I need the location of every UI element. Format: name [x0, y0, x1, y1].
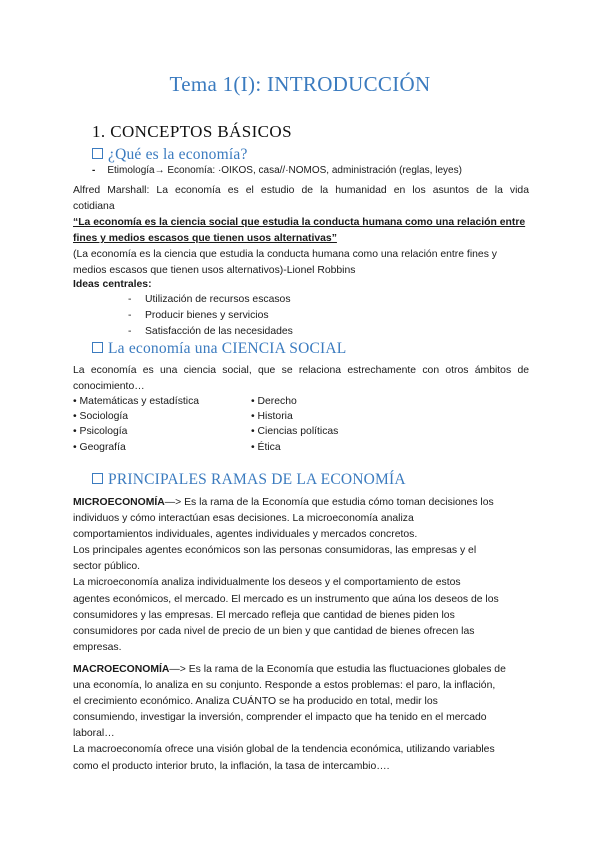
list-item: - Satisfacción de las necesidades [128, 324, 293, 340]
dash-bullet-icon: - [128, 294, 132, 305]
list-item: • Ética [251, 441, 281, 453]
microeconomia-label: MICROECONOMÍA [73, 497, 165, 508]
subheading-que-es-economia: ¿Qué es la economía? [92, 146, 248, 164]
dash-bullet-icon: - [128, 310, 132, 321]
ideas-centrales-label: Ideas centrales: [73, 279, 152, 290]
dash-bullet-icon: - [128, 326, 132, 337]
marshall-definition: Alfred Marshall: La economía es el estudio de la humanidad en los asuntos de la vida cotidiana [73, 185, 529, 213]
macroeconomia-paragraph: MACROECONOMÍA—> Es la rama de la Economía que estudia las fluctuaciones globales de una economía, lo analiza en su conjunto. Responde a estos problemas: el paro, la inflación, el crecimiento económico. Analiza CUÁNTO se ha producido en total, medir los consumiendo, investigar la inversión, comprender el impacto que ha tenido en el mercado laboral… La macroeconomía ofrece una visión global de la tendencia económica, utilizando variables como el producto interior bruto, la inflación, la tasa de intercambio…. [73, 664, 506, 772]
list-item: - Producir bienes y servicios [128, 308, 293, 324]
checkbox-icon [92, 342, 103, 353]
subheading-ramas: PRINCIPALES RAMAS DE LA ECONOMÍA [92, 471, 406, 489]
list-item: • Ciencias políticas [251, 426, 339, 438]
related-fields-left [73, 394, 199, 455]
checkbox-icon [92, 473, 103, 484]
list-item: • Geografía [73, 441, 126, 453]
list-item: • Derecho [251, 396, 297, 407]
related-fields-right [251, 394, 338, 455]
section-heading-conceptos: 1. CONCEPTOS BÁSICOS [92, 122, 292, 141]
macroeconomia-label: MACROECONOMÍA [73, 664, 170, 675]
list-item: • Sociología [73, 411, 129, 423]
list-item: • Matemáticas y estadística [73, 396, 200, 407]
microeconomia-paragraph: MICROECONOMÍA—> Es la rama de la Economía que estudia cómo toman decisiones los individuos y cómo interactúan esas decisiones. La microeconomía analiza comportamientos individuales, agentes individuales y mercados concretos. Los principales agentes económicos son las personas consumidoras, las empresas y el sector público. La microeconomía analiza individualmente los deseos y el comportamiento de estos agentes económicos, el mercado. El mercado es un instrumento que aúna los deseos de los consumidores y las empresas. El mercado refleja que cantidad de bienes piden los consumidores por cada nivel de precio de un bien y que cantidad de bienes ofrecen las empresas. [73, 497, 499, 653]
ideas-list [128, 292, 293, 340]
ciencia-social-intro: La economía es una ciencia social, que se relaciona estrechamente con otros ámbitos de conocimiento… [73, 365, 529, 393]
checkbox-icon [92, 148, 103, 159]
subheading-ciencia-social: La economía una CIENCIA SOCIAL [92, 340, 346, 358]
robbins-paraphrase: (La economía es la ciencia que estudia la conducta humana como una relación entre fines y medios escasos que tienen usos alternativos)-Lionel Robbins [73, 249, 497, 277]
robbins-quote: “La economía es la ciencia social que estudia la conducta humana como una relación entre fines y medios escasos que tienen usos alternativas” [73, 217, 526, 245]
page-title: Tema 1(I): INTRODUCCIÓN [169, 72, 431, 96]
dash-bullet-icon: - [92, 165, 96, 176]
etymology-line: - Etimología→ Economía: ·OIKOS, casa//·NOMOS, administración (reglas, leyes) [92, 165, 462, 176]
list-item: - Utilización de recursos escasos [128, 292, 293, 308]
list-item: • Historia [251, 411, 293, 423]
list-item: • Psicología [73, 426, 128, 438]
